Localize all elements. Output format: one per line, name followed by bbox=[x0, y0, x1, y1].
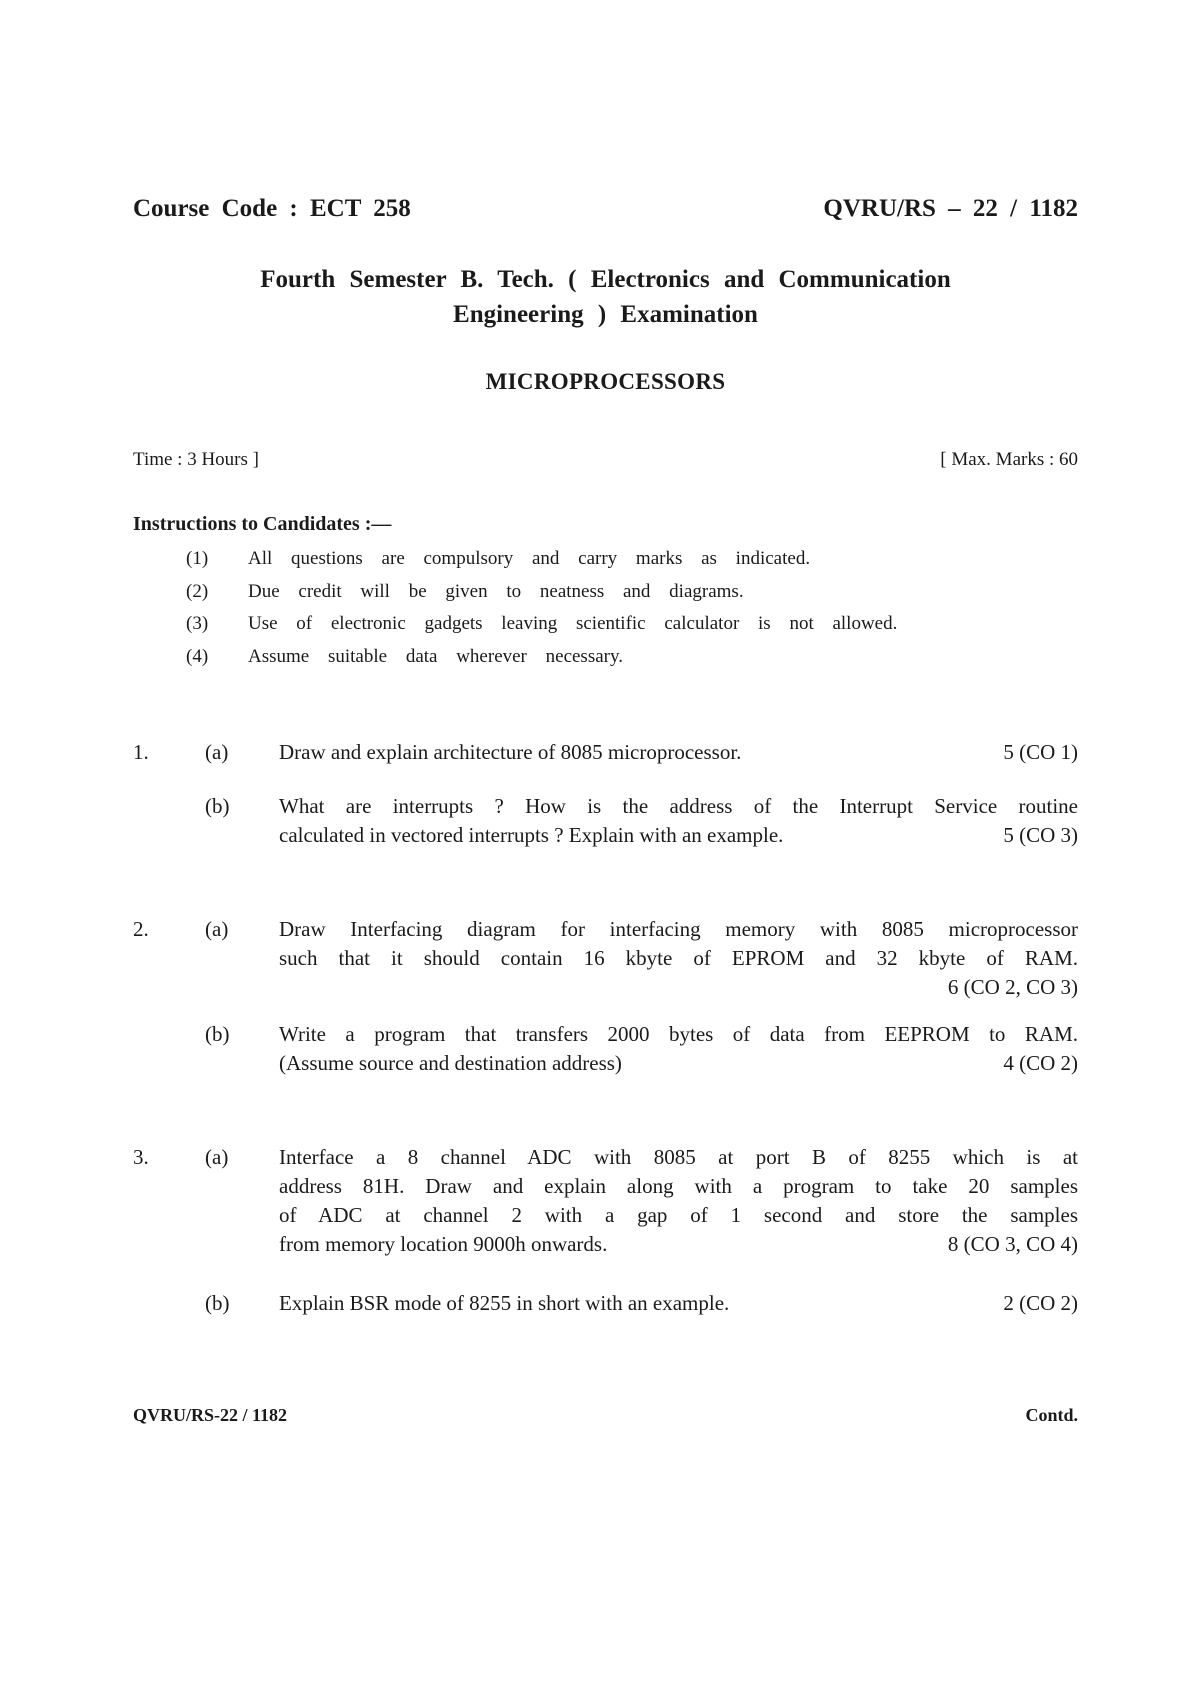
question-text: (Assume source and destination address) bbox=[279, 1051, 622, 1075]
paper-code: QVRU/RS – 22 / 1182 bbox=[823, 195, 1078, 222]
instruction-text: Due credit will be given to neatness and diagrams. bbox=[248, 581, 744, 602]
course-code: Course Code : ECT 258 bbox=[133, 195, 411, 222]
question-text: Draw Interfacing diagram for interfacing memory with 8085 microprocessor bbox=[279, 917, 1078, 941]
instruction-text: All questions are compulsory and carry marks as indicated. bbox=[248, 548, 811, 569]
question-text: from memory location 9000h onwards. bbox=[279, 1232, 608, 1256]
exam-title-line-1: Fourth Semester B. Tech. ( Electronics and Communication bbox=[260, 266, 951, 293]
instruction-number: (2) bbox=[186, 581, 209, 602]
question-text: such that it should contain 16 kbyte of EPROM and 32 kbyte of RAM. bbox=[279, 946, 1078, 970]
question-marks: 4 (CO 2) bbox=[1003, 1051, 1078, 1075]
subject-title: MICROPROCESSORS bbox=[485, 369, 726, 394]
part-label: (a) bbox=[205, 1145, 229, 1169]
question-text: Interface a 8 channel ADC with 8085 at port B of 8255 which is at bbox=[279, 1145, 1078, 1169]
instruction-item bbox=[186, 548, 1036, 570]
question-text: Draw and explain architecture of 8085 microprocessor. bbox=[279, 740, 742, 764]
part-label: (a) bbox=[205, 740, 229, 764]
question-number: 3. bbox=[133, 1145, 149, 1169]
question-text: What are interrupts ? How is the address of the Interrupt Service routine bbox=[279, 794, 1078, 818]
part-label: (b) bbox=[205, 1291, 230, 1315]
question-marks: 5 (CO 3) bbox=[1003, 823, 1078, 847]
question-text: address 81H. Draw and explain along with a program to take 20 samples bbox=[279, 1174, 1078, 1198]
question-text: Explain BSR mode of 8255 in short with an example. bbox=[279, 1291, 730, 1315]
instruction-item bbox=[186, 646, 1036, 668]
exam-title bbox=[133, 262, 1078, 332]
instruction-item bbox=[186, 613, 1036, 635]
question-marks: 2 (CO 2) bbox=[1003, 1291, 1078, 1315]
exam-title-line-2: Engineering ) Examination bbox=[453, 301, 758, 328]
instruction-item bbox=[186, 581, 1036, 603]
instruction-number: (1) bbox=[186, 548, 209, 569]
question-marks: 5 (CO 1) bbox=[1003, 740, 1078, 764]
instructions-heading: Instructions to Candidates :— bbox=[133, 513, 392, 535]
footer-contd: Contd. bbox=[1025, 1405, 1078, 1425]
max-marks-label: [ Max. Marks : 60 bbox=[940, 449, 1078, 470]
part-label: (a) bbox=[205, 917, 229, 941]
header-row bbox=[133, 195, 1078, 223]
question-text: of ADC at channel 2 with a gap of 1 second and store the samples bbox=[279, 1203, 1078, 1227]
instruction-number: (3) bbox=[186, 613, 209, 634]
question-marks: 8 (CO 3, CO 4) bbox=[947, 1232, 1078, 1256]
footer-paper-code: QVRU/RS-22 / 1182 bbox=[133, 1405, 288, 1425]
time-marks-row bbox=[133, 449, 1078, 471]
instruction-number: (4) bbox=[186, 646, 209, 667]
question-number: 1. bbox=[133, 740, 149, 764]
question-text: Write a program that transfers 2000 bytes of data from EEPROM to RAM. bbox=[279, 1022, 1078, 1046]
part-label: (b) bbox=[205, 1022, 230, 1046]
part-label: (b) bbox=[205, 794, 230, 818]
page-footer bbox=[133, 1405, 1078, 1426]
question-number: 2. bbox=[133, 917, 149, 941]
question-marks: 6 (CO 2, CO 3) bbox=[947, 975, 1078, 999]
instruction-text: Use of electronic gadgets leaving scientific calculator is not allowed. bbox=[248, 613, 898, 634]
time-label: Time : 3 Hours ] bbox=[133, 449, 259, 470]
instruction-text: Assume suitable data wherever necessary. bbox=[248, 646, 624, 667]
question-text: calculated in vectored interrupts ? Explain with an example. bbox=[279, 823, 784, 847]
